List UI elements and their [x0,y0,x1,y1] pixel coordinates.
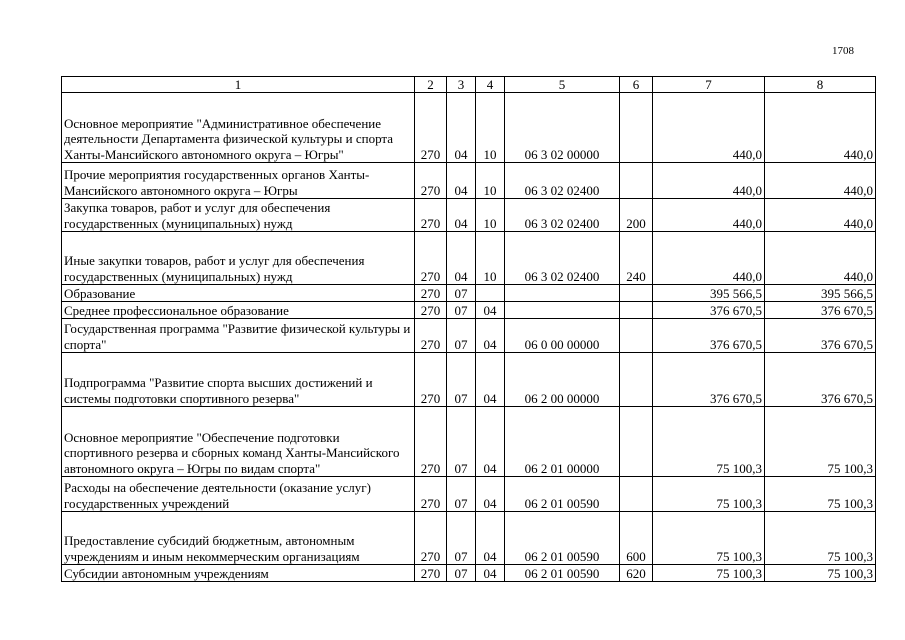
row-subsection-code: 04 [476,353,505,407]
table-row [62,319,876,353]
row-expense-type: 600 [620,512,653,565]
row-ministry-code: 270 [415,199,447,232]
row-name: Государственная программа "Развитие физической культуры и спорта" [62,319,415,353]
header-cell: 4 [476,77,505,93]
row-name: Основное мероприятие "Административное обеспечение деятельности Департамента физической культуры и спорта Ханты-Мансийского автономного округа – Югры" [62,93,415,163]
row-section-code: 07 [447,407,476,477]
row-name: Подпрограмма "Развитие спорта высших достижений и системы подготовки спортивного резерва" [62,353,415,407]
row-section-code: 07 [447,477,476,512]
budget-table [61,76,876,582]
row-expense-type [620,319,653,353]
row-section-code: 07 [447,512,476,565]
row-amount-2: 75 100,3 [765,512,876,565]
row-ministry-code: 270 [415,285,447,302]
row-amount-2: 440,0 [765,232,876,285]
row-expense-type: 200 [620,199,653,232]
row-ministry-code: 270 [415,353,447,407]
row-target-code: 06 2 01 00590 [505,512,620,565]
row-amount-2: 75 100,3 [765,407,876,477]
row-subsection-code: 10 [476,93,505,163]
row-section-code: 07 [447,353,476,407]
row-ministry-code: 270 [415,93,447,163]
table-row [62,353,876,407]
row-expense-type [620,163,653,199]
table-row [62,407,876,477]
row-section-code: 04 [447,232,476,285]
row-expense-type: 620 [620,565,653,582]
row-amount-1: 376 670,5 [653,302,765,319]
row-amount-1: 440,0 [653,163,765,199]
row-ministry-code: 270 [415,407,447,477]
table-row [62,199,876,232]
row-amount-2: 376 670,5 [765,353,876,407]
row-section-code: 07 [447,319,476,353]
header-row [62,77,876,93]
row-amount-1: 440,0 [653,199,765,232]
row-amount-1: 75 100,3 [653,512,765,565]
row-target-code [505,302,620,319]
row-ministry-code: 270 [415,512,447,565]
row-ministry-code: 270 [415,565,447,582]
row-section-code: 07 [447,285,476,302]
row-subsection-code: 04 [476,565,505,582]
header-cell: 8 [765,77,876,93]
row-amount-2: 376 670,5 [765,302,876,319]
row-expense-type [620,353,653,407]
row-amount-2: 75 100,3 [765,477,876,512]
row-amount-2: 440,0 [765,199,876,232]
header-cell: 6 [620,77,653,93]
row-section-code: 04 [447,163,476,199]
row-section-code: 04 [447,199,476,232]
table-row [62,93,876,163]
header-cell: 2 [415,77,447,93]
row-expense-type [620,302,653,319]
table-row [62,163,876,199]
row-name: Основное мероприятие "Обеспечение подготовки спортивного резерва и сборных команд Ханты-Мансийского автономного округа – Югры по видам спорта" [62,407,415,477]
row-subsection-code: 04 [476,407,505,477]
row-subsection-code: 04 [476,512,505,565]
table-row [62,512,876,565]
row-subsection-code: 10 [476,232,505,285]
row-expense-type [620,477,653,512]
row-amount-2: 395 566,5 [765,285,876,302]
row-amount-1: 75 100,3 [653,407,765,477]
row-subsection-code: 04 [476,477,505,512]
row-name: Закупка товаров, работ и услуг для обеспечения государственных (муниципальных) нужд [62,199,415,232]
row-name: Среднее профессиональное образование [62,302,415,319]
row-section-code: 07 [447,565,476,582]
row-ministry-code: 270 [415,232,447,285]
row-target-code: 06 2 01 00000 [505,407,620,477]
header-cell: 5 [505,77,620,93]
row-target-code: 06 3 02 02400 [505,199,620,232]
row-target-code: 06 3 02 00000 [505,93,620,163]
row-subsection-code [476,285,505,302]
row-section-code: 07 [447,302,476,319]
row-amount-1: 75 100,3 [653,477,765,512]
row-ministry-code: 270 [415,163,447,199]
row-subsection-code: 04 [476,319,505,353]
row-name: Образование [62,285,415,302]
row-target-code: 06 2 01 00590 [505,565,620,582]
row-target-code [505,285,620,302]
row-subsection-code: 10 [476,199,505,232]
table-row [62,477,876,512]
row-expense-type: 240 [620,232,653,285]
table-row [62,232,876,285]
page-number: 1708 [832,45,854,57]
row-target-code: 06 3 02 02400 [505,232,620,285]
row-ministry-code: 270 [415,302,447,319]
table-body [62,93,876,582]
row-name: Иные закупки товаров, работ и услуг для обеспечения государственных (муниципальных) нужд [62,232,415,285]
row-expense-type [620,285,653,302]
row-ministry-code: 270 [415,477,447,512]
table-row [62,565,876,582]
row-target-code: 06 0 00 00000 [505,319,620,353]
header-cell: 7 [653,77,765,93]
row-expense-type [620,407,653,477]
row-amount-1: 376 670,5 [653,353,765,407]
row-ministry-code: 270 [415,319,447,353]
row-amount-1: 440,0 [653,232,765,285]
row-name: Предоставление субсидий бюджетным, автономным учреждениям и иным некоммерческим организациям [62,512,415,565]
row-expense-type [620,93,653,163]
table-row [62,285,876,302]
row-amount-2: 440,0 [765,93,876,163]
row-subsection-code: 10 [476,163,505,199]
row-name: Расходы на обеспечение деятельности (оказание услуг) государственных учреждений [62,477,415,512]
row-amount-1: 440,0 [653,93,765,163]
row-amount-2: 440,0 [765,163,876,199]
row-amount-1: 75 100,3 [653,565,765,582]
row-section-code: 04 [447,93,476,163]
row-subsection-code: 04 [476,302,505,319]
header-cell: 3 [447,77,476,93]
row-amount-1: 376 670,5 [653,319,765,353]
row-target-code: 06 2 01 00590 [505,477,620,512]
row-name: Прочие мероприятия государственных органов Ханты-Мансийского автономного округа – Югры [62,163,415,199]
row-target-code: 06 3 02 02400 [505,163,620,199]
table-row [62,302,876,319]
row-amount-2: 75 100,3 [765,565,876,582]
row-target-code: 06 2 00 00000 [505,353,620,407]
header-cell: 1 [62,77,415,93]
row-name: Субсидии автономным учреждениям [62,565,415,582]
row-amount-1: 395 566,5 [653,285,765,302]
row-amount-2: 376 670,5 [765,319,876,353]
